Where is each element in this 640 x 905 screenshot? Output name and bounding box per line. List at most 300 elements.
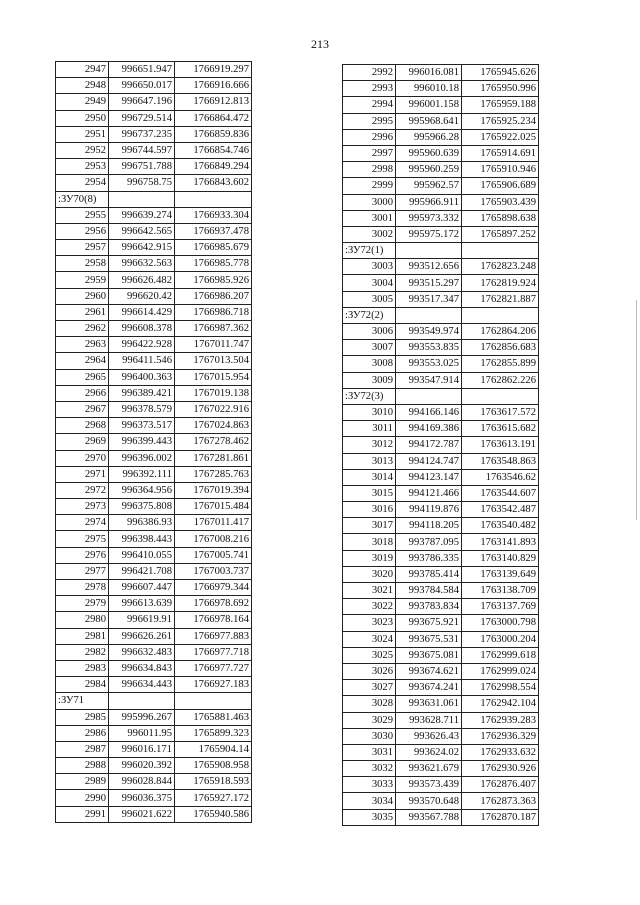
- section-row: [56, 693, 252, 709]
- table-row: [56, 612, 252, 628]
- y-coordinate-cell: 1766916.666: [175, 78, 252, 94]
- point-number-cell: 2981: [56, 628, 109, 644]
- table-row: [56, 142, 252, 158]
- table-row: [343, 291, 539, 307]
- table-row: [343, 518, 539, 534]
- table-row: [343, 583, 539, 599]
- point-number-cell: 2984: [56, 677, 109, 693]
- point-number-cell: 2953: [56, 159, 109, 175]
- y-coordinate-cell: 1762864.206: [462, 324, 539, 340]
- x-coordinate-cell: 993547.914: [396, 372, 462, 388]
- point-number-cell: 2971: [56, 466, 109, 482]
- y-coordinate-cell: 1766843.602: [175, 175, 252, 191]
- table-row: [343, 696, 539, 712]
- x-coordinate-cell: 994121.466: [396, 485, 462, 501]
- table-row: [343, 712, 539, 728]
- point-number-cell: 2989: [56, 774, 109, 790]
- point-number-cell: 2999: [343, 178, 396, 194]
- point-number-cell: 2962: [56, 321, 109, 337]
- x-coordinate-cell: 995966.28: [396, 129, 462, 145]
- y-coordinate-cell: 1766977.727: [175, 660, 252, 676]
- table-row: [343, 728, 539, 744]
- x-coordinate-cell: 994119.876: [396, 502, 462, 518]
- table-row: [343, 194, 539, 210]
- x-coordinate-cell: 996642.565: [109, 223, 175, 239]
- x-coordinate-cell: 996373.517: [109, 418, 175, 434]
- y-coordinate-cell: 1765908.958: [175, 758, 252, 774]
- table-row: [56, 62, 252, 78]
- x-coordinate-cell: 996364.956: [109, 482, 175, 498]
- x-coordinate-cell: 996016.081: [396, 65, 462, 81]
- y-coordinate-cell: 1765904.14: [175, 741, 252, 757]
- coordinates-table-right: [342, 64, 539, 826]
- x-coordinate-cell: 996010.18: [396, 81, 462, 97]
- point-number-cell: 3035: [343, 809, 396, 825]
- x-coordinate-cell: 996613.639: [109, 596, 175, 612]
- point-number-cell: 2960: [56, 288, 109, 304]
- x-coordinate-cell: 996392.111: [109, 466, 175, 482]
- x-coordinate-cell: 996737.235: [109, 126, 175, 142]
- y-coordinate-cell: 1765910.946: [462, 162, 539, 178]
- point-number-cell: 2956: [56, 223, 109, 239]
- y-coordinate-cell: 1762876.407: [462, 777, 539, 793]
- y-coordinate-cell: 1766937.478: [175, 223, 252, 239]
- point-number-cell: 2959: [56, 272, 109, 288]
- table-row: [56, 531, 252, 547]
- table-row: [56, 110, 252, 126]
- table-row: [56, 240, 252, 256]
- point-number-cell: 2995: [343, 113, 396, 129]
- x-coordinate-cell: 996632.483: [109, 644, 175, 660]
- table-row: [56, 418, 252, 434]
- x-coordinate-cell: 996011.95: [109, 725, 175, 741]
- y-coordinate-cell: 1766849.294: [175, 159, 252, 175]
- table-row: [343, 340, 539, 356]
- point-number-cell: 3023: [343, 615, 396, 631]
- table-row: [56, 580, 252, 596]
- table-row: [343, 97, 539, 113]
- x-coordinate-cell: 996036.375: [109, 790, 175, 806]
- y-coordinate-cell: 1762936.329: [462, 728, 539, 744]
- table-row: [343, 275, 539, 291]
- point-number-cell: 2997: [343, 145, 396, 161]
- y-coordinate-cell: 1762856.683: [462, 340, 539, 356]
- table-row: [56, 515, 252, 531]
- table-row: [56, 175, 252, 191]
- x-coordinate-cell: 993674.241: [396, 680, 462, 696]
- y-coordinate-cell: 1765922.025: [462, 129, 539, 145]
- y-coordinate-cell: 1765940.586: [175, 806, 252, 822]
- table-row: [343, 534, 539, 550]
- empty-cell: [109, 693, 175, 709]
- x-coordinate-cell: 996386.93: [109, 515, 175, 531]
- y-coordinate-cell: 1765899.323: [175, 725, 252, 741]
- x-coordinate-cell: 996410.055: [109, 547, 175, 563]
- y-coordinate-cell: 1766977.718: [175, 644, 252, 660]
- y-coordinate-cell: 1762821.887: [462, 291, 539, 307]
- x-coordinate-cell: 996020.392: [109, 758, 175, 774]
- table-row: [56, 644, 252, 660]
- point-number-cell: 3019: [343, 550, 396, 566]
- y-coordinate-cell: 1762855.899: [462, 356, 539, 372]
- point-number-cell: 3012: [343, 437, 396, 453]
- table-row: [56, 353, 252, 369]
- y-coordinate-cell: 1762870.187: [462, 809, 539, 825]
- point-number-cell: 2951: [56, 126, 109, 142]
- table-row: [56, 434, 252, 450]
- y-coordinate-cell: 1762939.283: [462, 712, 539, 728]
- table-row: [56, 78, 252, 94]
- table-row: [56, 256, 252, 272]
- y-coordinate-cell: 1765959.188: [462, 97, 539, 113]
- table-row: [56, 677, 252, 693]
- x-coordinate-cell: 993573.439: [396, 777, 462, 793]
- point-number-cell: 3027: [343, 680, 396, 696]
- y-coordinate-cell: 1763000.798: [462, 615, 539, 631]
- x-coordinate-cell: 996001.158: [396, 97, 462, 113]
- x-coordinate-cell: 996626.482: [109, 272, 175, 288]
- point-number-cell: 2964: [56, 353, 109, 369]
- x-coordinate-cell: 993675.531: [396, 631, 462, 647]
- point-number-cell: 2977: [56, 563, 109, 579]
- y-coordinate-cell: 1767019.394: [175, 482, 252, 498]
- x-coordinate-cell: 993553.835: [396, 340, 462, 356]
- point-number-cell: 2994: [343, 97, 396, 113]
- point-number-cell: 2969: [56, 434, 109, 450]
- y-coordinate-cell: 1766985.926: [175, 272, 252, 288]
- x-coordinate-cell: 993786.335: [396, 550, 462, 566]
- y-coordinate-cell: 1763617.572: [462, 404, 539, 420]
- y-coordinate-cell: 1767024.863: [175, 418, 252, 434]
- point-number-cell: 2993: [343, 81, 396, 97]
- x-coordinate-cell: 996744.597: [109, 142, 175, 158]
- table-row: [343, 129, 539, 145]
- point-number-cell: 3013: [343, 453, 396, 469]
- point-number-cell: 3005: [343, 291, 396, 307]
- point-number-cell: 3032: [343, 761, 396, 777]
- y-coordinate-cell: 1762873.363: [462, 793, 539, 809]
- point-number-cell: 3030: [343, 728, 396, 744]
- x-coordinate-cell: 996608.378: [109, 321, 175, 337]
- table-row: [56, 758, 252, 774]
- empty-cell: [396, 243, 462, 259]
- y-coordinate-cell: 1763139.649: [462, 566, 539, 582]
- section-row: [343, 388, 539, 404]
- table-row: [343, 210, 539, 226]
- y-coordinate-cell: 1767285.763: [175, 466, 252, 482]
- point-number-cell: 2979: [56, 596, 109, 612]
- x-coordinate-cell: 996411.546: [109, 353, 175, 369]
- table-row: [343, 404, 539, 420]
- point-number-cell: 3034: [343, 793, 396, 809]
- x-coordinate-cell: 994172.787: [396, 437, 462, 453]
- y-coordinate-cell: 1763548.863: [462, 453, 539, 469]
- point-number-cell: 3029: [343, 712, 396, 728]
- x-coordinate-cell: 993628.711: [396, 712, 462, 728]
- table-row: [56, 321, 252, 337]
- table-row: [343, 566, 539, 582]
- table-row: [56, 596, 252, 612]
- y-coordinate-cell: 1766985.679: [175, 240, 252, 256]
- point-number-cell: 2985: [56, 709, 109, 725]
- y-coordinate-cell: 1765906.689: [462, 178, 539, 194]
- x-coordinate-cell: 995973.332: [396, 210, 462, 226]
- x-coordinate-cell: 993567.788: [396, 809, 462, 825]
- table-row: [343, 809, 539, 825]
- section-row: [343, 307, 539, 323]
- y-coordinate-cell: 1763613.191: [462, 437, 539, 453]
- point-number-cell: 2996: [343, 129, 396, 145]
- point-number-cell: 3016: [343, 502, 396, 518]
- y-coordinate-cell: 1762998.554: [462, 680, 539, 696]
- table-row: [343, 421, 539, 437]
- point-number-cell: 3015: [343, 485, 396, 501]
- table-row: [56, 628, 252, 644]
- y-coordinate-cell: 1766919.297: [175, 62, 252, 78]
- y-coordinate-cell: 1765945.626: [462, 65, 539, 81]
- y-coordinate-cell: 1767005.741: [175, 547, 252, 563]
- point-number-cell: 3008: [343, 356, 396, 372]
- section-label: :ЗУ70(8): [56, 191, 109, 207]
- point-number-cell: 2947: [56, 62, 109, 78]
- y-coordinate-cell: 1765898.638: [462, 210, 539, 226]
- point-number-cell: 2982: [56, 644, 109, 660]
- x-coordinate-cell: 993785.414: [396, 566, 462, 582]
- x-coordinate-cell: 996400.363: [109, 369, 175, 385]
- table-row: [343, 485, 539, 501]
- empty-cell: [175, 191, 252, 207]
- point-number-cell: 2961: [56, 304, 109, 320]
- x-coordinate-cell: 996021.622: [109, 806, 175, 822]
- table-row: [343, 65, 539, 81]
- y-coordinate-cell: 1763615.682: [462, 421, 539, 437]
- section-label: :ЗУ72(2): [343, 307, 396, 323]
- x-coordinate-cell: 995996.267: [109, 709, 175, 725]
- point-number-cell: 3020: [343, 566, 396, 582]
- x-coordinate-cell: 993624.02: [396, 744, 462, 760]
- y-coordinate-cell: 1767278.462: [175, 434, 252, 450]
- coordinates-table-right-body: [343, 65, 539, 826]
- x-coordinate-cell: 994123.147: [396, 469, 462, 485]
- empty-cell: [462, 388, 539, 404]
- point-number-cell: 2988: [56, 758, 109, 774]
- y-coordinate-cell: 1766978.164: [175, 612, 252, 628]
- x-coordinate-cell: 994118.205: [396, 518, 462, 534]
- point-number-cell: 3018: [343, 534, 396, 550]
- point-number-cell: 3002: [343, 226, 396, 242]
- point-number-cell: 3003: [343, 259, 396, 275]
- table-row: [56, 450, 252, 466]
- x-coordinate-cell: 994166.146: [396, 404, 462, 420]
- point-number-cell: 2978: [56, 580, 109, 596]
- point-number-cell: 2998: [343, 162, 396, 178]
- y-coordinate-cell: 1766985.778: [175, 256, 252, 272]
- table-row: [343, 259, 539, 275]
- y-coordinate-cell: 1762933.632: [462, 744, 539, 760]
- point-number-cell: 3009: [343, 372, 396, 388]
- point-number-cell: 2973: [56, 499, 109, 515]
- table-row: [343, 680, 539, 696]
- x-coordinate-cell: 995975.172: [396, 226, 462, 242]
- point-number-cell: 3017: [343, 518, 396, 534]
- point-number-cell: 3011: [343, 421, 396, 437]
- x-coordinate-cell: 996614.429: [109, 304, 175, 320]
- x-coordinate-cell: 996398.443: [109, 531, 175, 547]
- x-coordinate-cell: 993784.584: [396, 583, 462, 599]
- y-coordinate-cell: 1765903.439: [462, 194, 539, 210]
- y-coordinate-cell: 1762999.618: [462, 647, 539, 663]
- x-coordinate-cell: 993675.921: [396, 615, 462, 631]
- y-coordinate-cell: 1766927.183: [175, 677, 252, 693]
- y-coordinate-cell: 1763000.204: [462, 631, 539, 647]
- y-coordinate-cell: 1765897.252: [462, 226, 539, 242]
- y-coordinate-cell: 1763138.709: [462, 583, 539, 599]
- point-number-cell: 2952: [56, 142, 109, 158]
- y-coordinate-cell: 1766933.304: [175, 207, 252, 223]
- table-row: [56, 547, 252, 563]
- y-coordinate-cell: 1767015.484: [175, 499, 252, 515]
- x-coordinate-cell: 996751.788: [109, 159, 175, 175]
- table-row: [343, 113, 539, 129]
- section-label: :ЗУ72(3): [343, 388, 396, 404]
- x-coordinate-cell: 996729.514: [109, 110, 175, 126]
- table-row: [343, 437, 539, 453]
- point-number-cell: 2991: [56, 806, 109, 822]
- y-coordinate-cell: 1766986.718: [175, 304, 252, 320]
- point-number-cell: 2980: [56, 612, 109, 628]
- y-coordinate-cell: 1766979.344: [175, 580, 252, 596]
- empty-cell: [462, 243, 539, 259]
- empty-cell: [396, 388, 462, 404]
- point-number-cell: 3031: [343, 744, 396, 760]
- y-coordinate-cell: 1762999.024: [462, 663, 539, 679]
- point-number-cell: 2966: [56, 385, 109, 401]
- x-coordinate-cell: 996634.443: [109, 677, 175, 693]
- x-coordinate-cell: 993631.061: [396, 696, 462, 712]
- table-row: [343, 145, 539, 161]
- y-coordinate-cell: 1762819.924: [462, 275, 539, 291]
- x-coordinate-cell: 993674.621: [396, 663, 462, 679]
- table-row: [56, 385, 252, 401]
- point-number-cell: 2958: [56, 256, 109, 272]
- point-number-cell: 2976: [56, 547, 109, 563]
- x-coordinate-cell: 996647.196: [109, 94, 175, 110]
- x-coordinate-cell: 996639.274: [109, 207, 175, 223]
- x-coordinate-cell: 996396.002: [109, 450, 175, 466]
- y-coordinate-cell: 1766977.883: [175, 628, 252, 644]
- x-coordinate-cell: 995968.641: [396, 113, 462, 129]
- point-number-cell: 2955: [56, 207, 109, 223]
- table-row: [343, 777, 539, 793]
- x-coordinate-cell: 993783.834: [396, 599, 462, 615]
- table-row: [343, 324, 539, 340]
- table-row: [56, 563, 252, 579]
- x-coordinate-cell: 996422.928: [109, 337, 175, 353]
- y-coordinate-cell: 1767013.504: [175, 353, 252, 369]
- x-coordinate-cell: 993787.095: [396, 534, 462, 550]
- x-coordinate-cell: 995960.639: [396, 145, 462, 161]
- point-number-cell: 2967: [56, 401, 109, 417]
- table-row: [343, 178, 539, 194]
- table-row: [56, 660, 252, 676]
- table-row: [56, 94, 252, 110]
- table-row: [56, 466, 252, 482]
- point-number-cell: 3021: [343, 583, 396, 599]
- y-coordinate-cell: 1765925.234: [462, 113, 539, 129]
- table-row: [343, 550, 539, 566]
- point-number-cell: 3026: [343, 663, 396, 679]
- point-number-cell: 3006: [343, 324, 396, 340]
- table-row: [56, 790, 252, 806]
- table-row: [56, 369, 252, 385]
- empty-cell: [175, 693, 252, 709]
- y-coordinate-cell: 1763137.769: [462, 599, 539, 615]
- x-coordinate-cell: 994124.747: [396, 453, 462, 469]
- x-coordinate-cell: 993675.081: [396, 647, 462, 663]
- table-row: [56, 482, 252, 498]
- table-row: [343, 372, 539, 388]
- y-coordinate-cell: 1767003.737: [175, 563, 252, 579]
- point-number-cell: 3025: [343, 647, 396, 663]
- section-row: [56, 191, 252, 207]
- point-number-cell: 3001: [343, 210, 396, 226]
- x-coordinate-cell: 996607.447: [109, 580, 175, 596]
- y-coordinate-cell: 1766854.746: [175, 142, 252, 158]
- y-coordinate-cell: 1762862.226: [462, 372, 539, 388]
- empty-cell: [396, 307, 462, 323]
- point-number-cell: 3010: [343, 404, 396, 420]
- y-coordinate-cell: 1762823.248: [462, 259, 539, 275]
- point-number-cell: 3028: [343, 696, 396, 712]
- y-coordinate-cell: 1766864.472: [175, 110, 252, 126]
- y-coordinate-cell: 1766859.836: [175, 126, 252, 142]
- point-number-cell: 2975: [56, 531, 109, 547]
- empty-cell: [109, 191, 175, 207]
- y-coordinate-cell: 1763546.62: [462, 469, 539, 485]
- x-coordinate-cell: 996421.708: [109, 563, 175, 579]
- x-coordinate-cell: 993512.656: [396, 259, 462, 275]
- table-row: [343, 502, 539, 518]
- y-coordinate-cell: 1767008.216: [175, 531, 252, 547]
- coordinates-table-left: [55, 61, 252, 823]
- table-row: [343, 631, 539, 647]
- point-number-cell: 2986: [56, 725, 109, 741]
- point-number-cell: 2987: [56, 741, 109, 757]
- point-number-cell: 2948: [56, 78, 109, 94]
- table-row: [343, 793, 539, 809]
- table-row: [56, 272, 252, 288]
- table-row: [56, 304, 252, 320]
- point-number-cell: 2968: [56, 418, 109, 434]
- section-label: :ЗУ72(1): [343, 243, 396, 259]
- y-coordinate-cell: 1763544.607: [462, 485, 539, 501]
- y-coordinate-cell: 1765914.691: [462, 145, 539, 161]
- y-coordinate-cell: 1766987.362: [175, 321, 252, 337]
- point-number-cell: 3033: [343, 777, 396, 793]
- point-number-cell: 3014: [343, 469, 396, 485]
- x-coordinate-cell: 996378.579: [109, 401, 175, 417]
- x-coordinate-cell: 993517.347: [396, 291, 462, 307]
- y-coordinate-cell: 1767011.417: [175, 515, 252, 531]
- table-row: [56, 288, 252, 304]
- x-coordinate-cell: 996028.844: [109, 774, 175, 790]
- x-coordinate-cell: 996632.563: [109, 256, 175, 272]
- x-coordinate-cell: 996634.843: [109, 660, 175, 676]
- table-row: [56, 499, 252, 515]
- table-row: [56, 126, 252, 142]
- y-coordinate-cell: 1765881.463: [175, 709, 252, 725]
- x-coordinate-cell: 996619.91: [109, 612, 175, 628]
